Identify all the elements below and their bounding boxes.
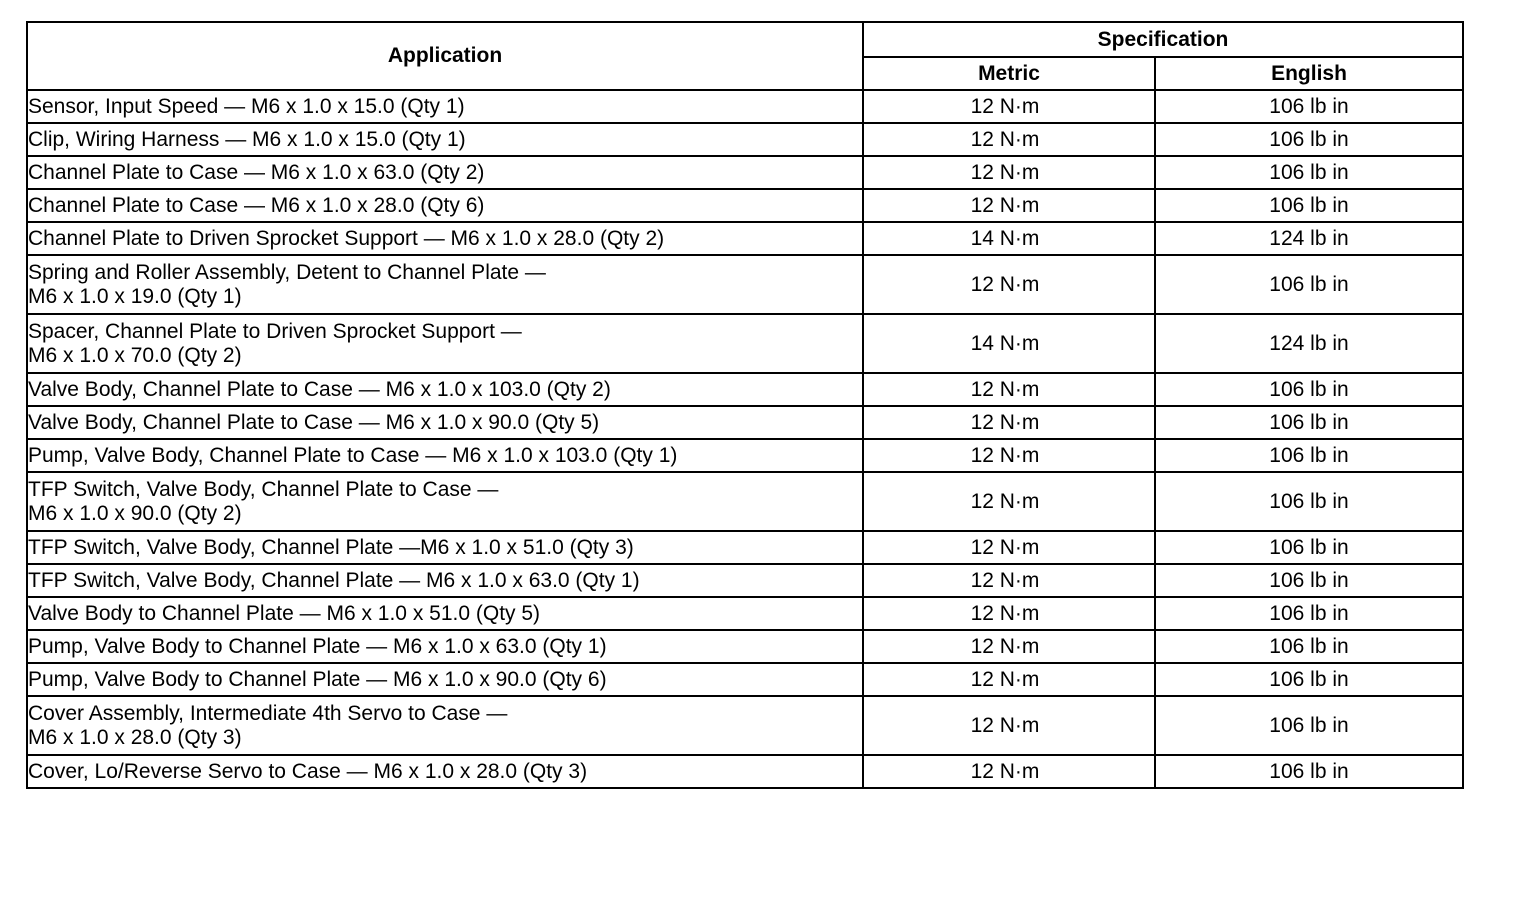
metric-cell: 12 N·m xyxy=(863,597,1155,630)
application-cell: TFP Switch, Valve Body, Channel Plate to Case — M6 x 1.0 x 90.0 (Qty 2) xyxy=(27,472,863,531)
table-row xyxy=(27,123,1463,156)
application-cell: TFP Switch, Valve Body, Channel Plate —M6 x 1.0 x 51.0 (Qty 3) xyxy=(27,531,863,564)
table-row xyxy=(27,90,1463,123)
table-row xyxy=(27,630,1463,663)
metric-cell: 12 N·m xyxy=(863,696,1155,755)
english-cell: 106 lb in xyxy=(1155,123,1463,156)
application-cell: Valve Body, Channel Plate to Case — M6 x 1.0 x 90.0 (Qty 5) xyxy=(27,406,863,439)
application-cell: Spacer, Channel Plate to Driven Sprocket Support — M6 x 1.0 x 70.0 (Qty 2) xyxy=(27,314,863,373)
english-cell: 124 lb in xyxy=(1155,222,1463,255)
metric-cell: 12 N·m xyxy=(863,255,1155,314)
english-cell: 124 lb in xyxy=(1155,314,1463,373)
english-cell: 106 lb in xyxy=(1155,531,1463,564)
metric-cell: 12 N·m xyxy=(863,630,1155,663)
application-cell: Sensor, Input Speed — M6 x 1.0 x 15.0 (Qty 1) xyxy=(27,90,863,123)
table-row xyxy=(27,663,1463,696)
table-row xyxy=(27,222,1463,255)
specification-header: Specification xyxy=(863,22,1463,57)
english-cell: 106 lb in xyxy=(1155,564,1463,597)
application-header: Application xyxy=(27,22,863,90)
table-row xyxy=(27,564,1463,597)
english-header: English xyxy=(1155,57,1463,90)
table-row xyxy=(27,373,1463,406)
english-cell: 106 lb in xyxy=(1155,373,1463,406)
english-cell: 106 lb in xyxy=(1155,189,1463,222)
metric-cell: 14 N·m xyxy=(863,222,1155,255)
metric-cell: 12 N·m xyxy=(863,406,1155,439)
application-cell: Cover, Lo/Reverse Servo to Case — M6 x 1.0 x 28.0 (Qty 3) xyxy=(27,755,863,788)
table-row xyxy=(27,439,1463,472)
english-cell: 106 lb in xyxy=(1155,755,1463,788)
fastener-torque-table xyxy=(26,21,1464,789)
table-row xyxy=(27,755,1463,788)
metric-cell: 12 N·m xyxy=(863,755,1155,788)
english-cell: 106 lb in xyxy=(1155,156,1463,189)
application-cell: TFP Switch, Valve Body, Channel Plate — M6 x 1.0 x 63.0 (Qty 1) xyxy=(27,564,863,597)
metric-cell: 12 N·m xyxy=(863,564,1155,597)
table-row xyxy=(27,531,1463,564)
application-cell: Pump, Valve Body to Channel Plate — M6 x 1.0 x 90.0 (Qty 6) xyxy=(27,663,863,696)
application-cell: Clip, Wiring Harness — M6 x 1.0 x 15.0 (Qty 1) xyxy=(27,123,863,156)
application-cell: Channel Plate to Driven Sprocket Support — M6 x 1.0 x 28.0 (Qty 2) xyxy=(27,222,863,255)
application-cell: Spring and Roller Assembly, Detent to Channel Plate — M6 x 1.0 x 19.0 (Qty 1) xyxy=(27,255,863,314)
table-row xyxy=(27,696,1463,755)
metric-cell: 12 N·m xyxy=(863,189,1155,222)
metric-cell: 12 N·m xyxy=(863,531,1155,564)
application-cell: Channel Plate to Case — M6 x 1.0 x 63.0 (Qty 2) xyxy=(27,156,863,189)
table-row xyxy=(27,189,1463,222)
metric-header: Metric xyxy=(863,57,1155,90)
english-cell: 106 lb in xyxy=(1155,255,1463,314)
english-cell: 106 lb in xyxy=(1155,597,1463,630)
english-cell: 106 lb in xyxy=(1155,630,1463,663)
application-cell: Pump, Valve Body, Channel Plate to Case — M6 x 1.0 x 103.0 (Qty 1) xyxy=(27,439,863,472)
table-row xyxy=(27,472,1463,531)
table-row xyxy=(27,156,1463,189)
application-cell: Valve Body, Channel Plate to Case — M6 x 1.0 x 103.0 (Qty 2) xyxy=(27,373,863,406)
english-cell: 106 lb in xyxy=(1155,90,1463,123)
english-cell: 106 lb in xyxy=(1155,439,1463,472)
table-row xyxy=(27,406,1463,439)
metric-cell: 12 N·m xyxy=(863,472,1155,531)
english-cell: 106 lb in xyxy=(1155,406,1463,439)
header-row-top xyxy=(27,22,1463,57)
english-cell: 106 lb in xyxy=(1155,472,1463,531)
metric-cell: 12 N·m xyxy=(863,123,1155,156)
table-row xyxy=(27,597,1463,630)
application-cell: Pump, Valve Body to Channel Plate — M6 x 1.0 x 63.0 (Qty 1) xyxy=(27,630,863,663)
application-cell: Cover Assembly, Intermediate 4th Servo to Case — M6 x 1.0 x 28.0 (Qty 3) xyxy=(27,696,863,755)
metric-cell: 12 N·m xyxy=(863,156,1155,189)
application-cell: Valve Body to Channel Plate — M6 x 1.0 x 51.0 (Qty 5) xyxy=(27,597,863,630)
metric-cell: 12 N·m xyxy=(863,663,1155,696)
english-cell: 106 lb in xyxy=(1155,663,1463,696)
table-row xyxy=(27,314,1463,373)
metric-cell: 12 N·m xyxy=(863,439,1155,472)
metric-cell: 14 N·m xyxy=(863,314,1155,373)
metric-cell: 12 N·m xyxy=(863,90,1155,123)
english-cell: 106 lb in xyxy=(1155,696,1463,755)
application-cell: Channel Plate to Case — M6 x 1.0 x 28.0 (Qty 6) xyxy=(27,189,863,222)
metric-cell: 12 N·m xyxy=(863,373,1155,406)
table-row xyxy=(27,255,1463,314)
